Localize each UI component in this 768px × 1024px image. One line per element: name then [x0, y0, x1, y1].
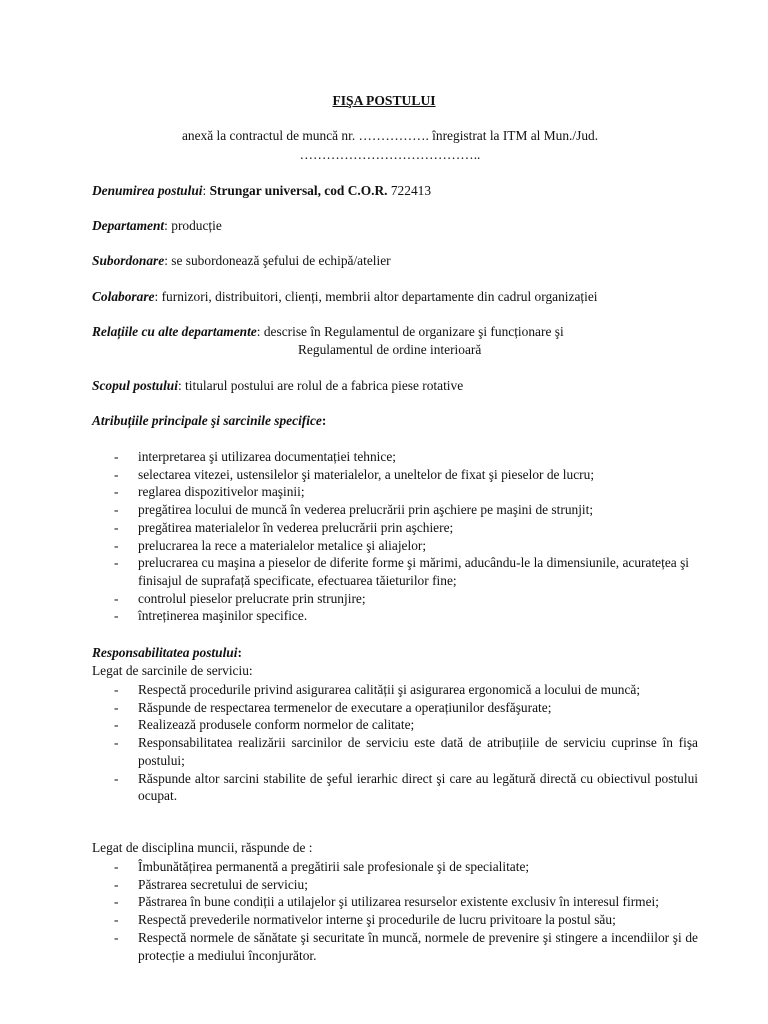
list-item: - pregătirea materialelor în vederea prelucrării prin aşchiere; — [92, 519, 698, 537]
relations-label: Relațiile cu alte departamente — [92, 324, 257, 339]
list-item: - Răspunde altor sarcini stabilite de şeful ierarhic direct şi care au legătură directă cu obiectivul postului ocupat. — [92, 770, 698, 805]
subordination-row: Subordonare: se subordonează şefului de echipă/atelier — [92, 253, 391, 268]
list-item: - Păstrarea secretului de serviciu; — [92, 876, 698, 894]
list-item: - prelucrarea cu maşina a pieselor de diferite forme şi mărimi, aducându-le la dimensiunile, acuratețea şi finisajul de suprafață specificate, efectuarea tăieturilor fine; — [92, 554, 698, 589]
list-item: - Respectă normele de sănătate şi securitate în muncă, normele de prevenire şi stingere a incendiilor şi de protecție a mediului înconjurător. — [92, 929, 698, 964]
annex-line: anexă la contractul de muncă nr. ……………. înregistrat la ITM al Mun./Jud. — [181, 128, 599, 143]
job-title-row: Denumirea postului: Strungar universal, cod C.O.R. 722413 — [92, 183, 432, 198]
duties-list — [92, 448, 698, 625]
document-title: FIŞA POSTULUI — [332, 93, 436, 108]
relations-row: Relațiile cu alte departamente: descrise în Regulamentul de organizare şi funcționare şi — [92, 324, 564, 339]
list-item: - Respectă prevederile normativelor interne şi procedurile de lucru privitoare la postul său; — [92, 911, 698, 929]
list-item: - Răspunde de respectarea termenelor de executare a operațiunilor desfăşurate; — [92, 699, 698, 717]
discipline-intro: Legat de disciplina muncii, răspunde de : — [92, 840, 313, 855]
list-item: - pregătirea locului de muncă în vederea prelucrării prin aşchiere pe maşini de strunjit; — [92, 501, 698, 519]
list-item: - întreținerea maşinilor specifice. — [92, 607, 698, 625]
list-item: - Păstrarea în bune condiții a utilajelor şi utilizarea resurselor existente exclusiv în interesul firmei; — [92, 893, 698, 911]
discipline-list — [92, 858, 698, 964]
department-row: Departament: producție — [92, 218, 222, 233]
job-title-name: Strungar universal, cod C.O.R. — [209, 183, 388, 198]
responsibility-heading: Responsabilitatea postului: — [92, 645, 242, 660]
list-item: - prelucrarea la rece a materialelor metalice şi aliajelor; — [92, 537, 698, 555]
job-title-code: 722413 — [387, 183, 432, 198]
relations-value-continued: Regulamentul de ordine interioară — [298, 342, 482, 357]
job-title-label: Denumirea postului — [92, 183, 203, 198]
department-value: producție — [171, 218, 222, 233]
relations-value: descrise în Regulamentul de organizare şi funcționare şi — [263, 324, 564, 339]
list-item: - Realizează produsele conform normelor de calitate; — [92, 716, 698, 734]
list-item: - Responsabilitatea realizării sarcinilor de serviciu este dată de atribuțiile de serviciu cuprinse în fişa postului; — [92, 734, 698, 769]
purpose-value: titularul postului are rolul de a fabrica piese rotative — [185, 378, 464, 393]
subordination-label: Subordonare — [92, 253, 165, 268]
department-label: Departament — [92, 218, 165, 233]
responsibility-list — [92, 681, 698, 805]
annex-line-continued: ………………………………….. — [299, 147, 481, 162]
list-item: - reglarea dispozitivelor maşinii; — [92, 483, 698, 501]
list-item: - Îmbunătățirea permanentă a pregătirii sale profesionale şi de specialitate; — [92, 858, 698, 876]
list-item: - controlul pieselor prelucrate prin strunjire; — [92, 590, 698, 608]
list-item: - selectarea vitezei, ustensilelor şi materialelor, a uneltelor de fixat şi pieselor de lucru; — [92, 466, 698, 484]
purpose-row: Scopul postului: titularul postului are rolul de a fabrica piese rotative — [92, 378, 464, 393]
collaboration-value: furnizori, distribuitori, clienți, membrii altor departamente din cadrul organizației — [161, 289, 598, 304]
collaboration-row: Colaborare: furnizori, distribuitori, clienți, membrii altor departamente din cadrul organizației — [92, 289, 598, 304]
responsibility-intro: Legat de sarcinile de serviciu: — [92, 663, 253, 678]
collaboration-label: Colaborare — [92, 289, 155, 304]
duties-heading: Atribuțiile principale şi sarcinile specifice: — [92, 413, 327, 428]
subordination-value: se subordonează şefului de echipă/atelier — [171, 253, 391, 268]
list-item: - interpretarea şi utilizarea documentației tehnice; — [92, 448, 698, 466]
list-item: - Respectă procedurile privind asigurarea calității şi asigurarea ergonomică a locului de muncă; — [92, 681, 698, 699]
purpose-label: Scopul postului — [92, 378, 178, 393]
